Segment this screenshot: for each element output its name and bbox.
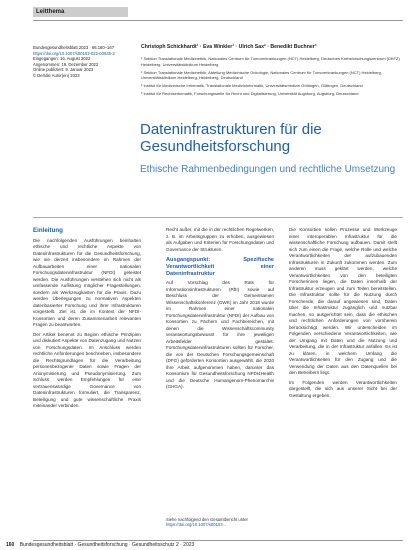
- text-column-1: [33, 227, 141, 413]
- affiliation: ¹ Sektion Translationale Medizinethik, Nationales Centrum für Tumorerkrankungen (NCT) Heidelberg, Deutsches Krebsforschungszentrum (DKFZ) Heidelberg, Universitätsklinikum Heidelberg: [141, 56, 400, 67]
- paragraph: Im Folgenden werden Verantwortlichkeiten dargestellt, die sich aus unserer Sicht bei der Gestaltung ergeben.: [289, 379, 397, 398]
- paragraph: Der Artikel benennt zu Beginn ethische Prinzipien und diskutiert Aspekte von Datenzugang und Nutzen von Forschungsdaten. Im Anschluss werden rechtliche Anforderungen beschrieben, insbesondere die Rechtsgrundlagen für die Verarbeitung personenbezogener Daten sowie Fragen der Anonymisierung und Pseudonymisierung. Zum Schluss werden Empfehlungen für eine vertrauenswürdige Governance von Dateninfrastrukturen formuliert, die Transparenz, Beteiligung und gute wissenschaftliche Praxis miteinander verbinden.: [33, 331, 141, 408]
- journal-footer: Bundesgesundheitsblatt · Gesundheitsforschung · Gesundheitsschutz 2 · 2023: [19, 542, 195, 548]
- received-date: Eingegangen: 16. August 2022: [33, 56, 91, 62]
- copyright-line: © Der/die Autor(en) 2023: [33, 72, 80, 78]
- author-list: Christoph Schickhardt¹ · Eva Winkler¹ · Ulrich Sax² · Benedikt Buchner³: [141, 44, 317, 50]
- paragraph: Die nachfolgenden Ausführungen beinhalten ethische und rechtliche Aspekte von Dateninfrastrukturen für die Gesundheitsforschung, wie sie derzeit insbesondere im Rahmen der Aufbauarbeiten einer nationalen Forschungsdateninfrastruktur (NFDI) geleistet werden. Die Ausführungen verstehen sich nicht als umfassende Auflistung möglicher Fragestellungen, sondern als Werkzeugkasten für die Praxis. Dazu werden Überlegungen zu normativen Aspekten datenbasierter Forschung und ihrer Infrastrukturen vorgestellt. Ziel ist, die im Kontext der NFDI-Konsortien und deren Zusammenarbeit relevanten Fragen zu beantworten.: [33, 237, 141, 327]
- affiliation: ² Institut für Medizinische Informatik, Translationale Medizininformatik, Universitätsmedizin Göttingen, Göttingen, Deutschland: [141, 83, 363, 89]
- footnote: [166, 517, 274, 528]
- affiliation: ¹ Sektion Translationale Medizinethik, Abteilung Medizinische Onkologie, Nationales Centrum für Tumorerkrankungen (NCT) Heidelberg, Universitätsklinikum Heidelberg, Heidelberg, Deutschland: [141, 69, 383, 81]
- affiliation: ³ Institut für Rechtsinformatik, Forschungsstelle für Recht und Digitalisierung, Universität Augsburg, Augsburg, Deutschland: [141, 91, 359, 97]
- page-footer: [6, 541, 406, 549]
- published-date: Online publiziert: 9. Januar 2023: [33, 67, 94, 73]
- paragraph: Auf Vorschlag des Rats für Informationsinfrastrukturen (RfII) sowie auf Beschluss der Gemeinsamen Wissenschaftskonferenz (GWK) im Jahr 2018 wurde im Rahmen einer nationalen Forschungsdateninfrastruktur (NFDI) der Aufbau von Konsortien zu Fächern und Fachbereichen, mit denen die Wissenschaftscommunity verantwortungsbewusst für ihre jeweiligen Arbeitsfelder gestaltet. Forschungsdateninfrastrukturen sollten für Forscher, die von der Deutschen Forschungsgemeinschaft (DFG) geförderten Konsortien ausgewählt, die 2020 ihre Arbeit aufgenommen haben, darunter das Konsortium für Gesundheitsforschung NFDI4Health und die Deutsche Humangenom-Phenomarchiv (GHGA).: [166, 280, 274, 390]
- doi-link[interactable]: https://doi.org/10.1007/s00103-022-03648-2: [33, 50, 115, 56]
- section-heading: Ausgangspunkt: Spezifische Verantwortlichkeit einer Dateninfrastruktur: [166, 257, 274, 277]
- footnote-link[interactable]: https://doi.org/10.1007/s00103...: [166, 522, 227, 528]
- paragraph: Recht außer, mit die in der rechtlichen Regelwerken, z. B. im Arbeitsgruppen zu erhoben, ausgewiesen als Aufgaben und Kriterien für Forschungsdaten und Governance der Strukturen.: [166, 227, 274, 252]
- affiliations: [141, 56, 403, 100]
- page-number: 160: [6, 542, 15, 548]
- top-divider: [33, 20, 403, 21]
- section-tag: Leitthema: [33, 7, 128, 17]
- article-meta: [33, 45, 131, 79]
- journal-line: Bundesgesundheitsblatt 2023 · 66:160–167: [33, 45, 115, 50]
- paragraph: Die Konsortien sollen Prozesse und Werkzeuge einer interoperablen Infrastruktur für die wissenschaftliche Forschung aufbauen. Damit stellt sich zum einen die Frage, welche Rolle und welche Verantwortlichkeiten der aufzubauenden Infrastrukturen in Zukunft zukommen werden. Zum anderen muss geklärt werden, welche Verantwortlichkeiten von den beteiligten Forscherinnen liegen, die Daten innerhalb der Infrastruktur erzeugen und zum Teilen bereitstellen. Die Infrastruktur sollte für die Nutzung durch Forschende, die darauf angewiesen sind, Daten über die Infrastruktur zugänglich und nutzbar machen, so ausgerichtet sein, dass die ethischen und rechtlichen Anforderungen von vornherein berücksichtigt werden. Wir unterscheiden im Folgenden verschiedene Verantwortlichkeiten, wie der Umgang mit Daten und die Nutzung und Verarbeitung, die in der Infrastruktur anfallen. Es ist zu klären, in welchem Umfang die Verantwortlichkeiten für den Zugang und die Verwendung der Daten aus den Datenquellen bei den Betreibern liegt.: [289, 227, 397, 375]
- accepted-date: Angenommen: 19. Dezember 2022: [33, 61, 99, 67]
- article-title: Dateninfrastrukturen für die Gesundheitsforschung: [140, 121, 322, 155]
- footnote-text: Siehe nachfolgend den Gesamtbericht unter: [166, 517, 248, 522]
- section-heading: Einleitung: [33, 227, 63, 234]
- article-subtitle: Ethische Rahmenbedingungen und rechtliche Umsetzung: [140, 164, 396, 175]
- text-column-3: [289, 227, 397, 402]
- text-column-2: [166, 227, 274, 394]
- section-divider: [33, 217, 403, 218]
